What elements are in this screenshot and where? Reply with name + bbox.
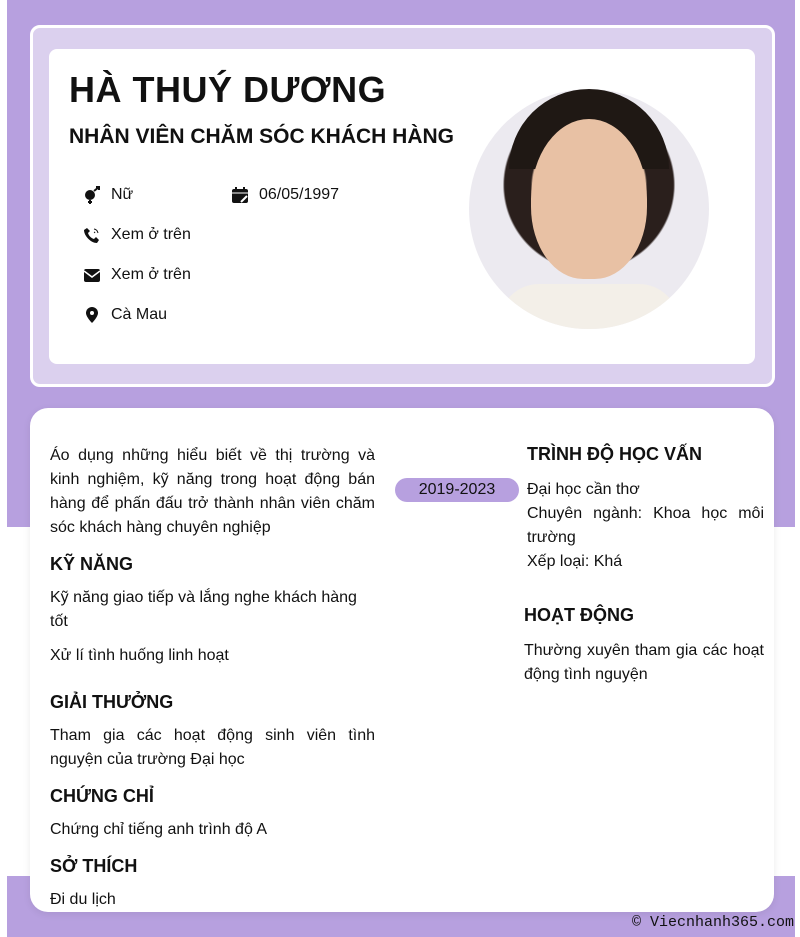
gender-row [83,186,133,204]
education-major: Chuyên ngành: Khoa học môi trường [527,505,764,546]
email-row [83,266,191,284]
education-heading: TRÌNH ĐỘ HỌC VẤN [527,444,702,464]
certs-heading: CHỨNG CHỈ [50,786,154,806]
birthday-row [231,186,339,204]
gender-value: Nữ [111,186,134,203]
objective-text: Áo dụng những hiểu biết về thị trường và kinh nghiệm, kỹ năng trong hoạt động bán hàng để phấn đấu trở thành nhân viên chăm sóc khách hàng chuyên nghiệp [50,447,375,536]
skill-item: Kỹ năng giao tiếp và lắng nghe khách hàng tốt [50,589,357,630]
skill-item: Xử lí tình huống linh hoạt [50,647,229,664]
phone-icon [83,226,101,244]
profile-photo [469,89,709,329]
birthday-value: 06/05/1997 [259,186,340,203]
job-title: NHÂN VIÊN CHĂM SÓC KHÁCH HÀNG [69,125,455,148]
phone-row [83,226,191,244]
certs-text: Chứng chỉ tiếng anh trình độ A [50,821,268,838]
awards-heading: GIẢI THƯỞNG [50,692,174,712]
full-name: HÀ THUÝ DƯƠNG [69,69,387,110]
education-grade: Xếp loại: Khá [527,553,623,570]
education-school: Đại học cần thơ [527,481,640,498]
skills-heading: KỸ NĂNG [50,554,134,574]
footer-credit: © Viecnhanh365.com [631,914,794,931]
phone-value: Xem ở trên [111,226,191,243]
gender-icon [83,186,101,204]
hobbies-text: Đi du lịch [50,891,116,908]
calendar-icon [231,186,249,204]
activities-heading: HOẠT ĐỘNG [524,605,634,625]
email-value: Xem ở trên [111,266,191,283]
content-card [30,408,774,912]
header-card [30,25,775,387]
hobbies-heading: SỞ THÍCH [50,856,138,876]
location-value: Cà Mau [111,306,168,323]
location-pin-icon [83,306,101,324]
email-icon [83,266,101,284]
activities-text: Thường xuyên tham gia các hoạt động tình nguyện [524,642,764,683]
awards-text: Tham gia các hoạt động sinh viên tình nguyện của trường Đại học [50,727,375,768]
education-period-badge: 2019-2023 [395,478,519,502]
header-inner [49,49,755,364]
location-row [83,306,167,324]
